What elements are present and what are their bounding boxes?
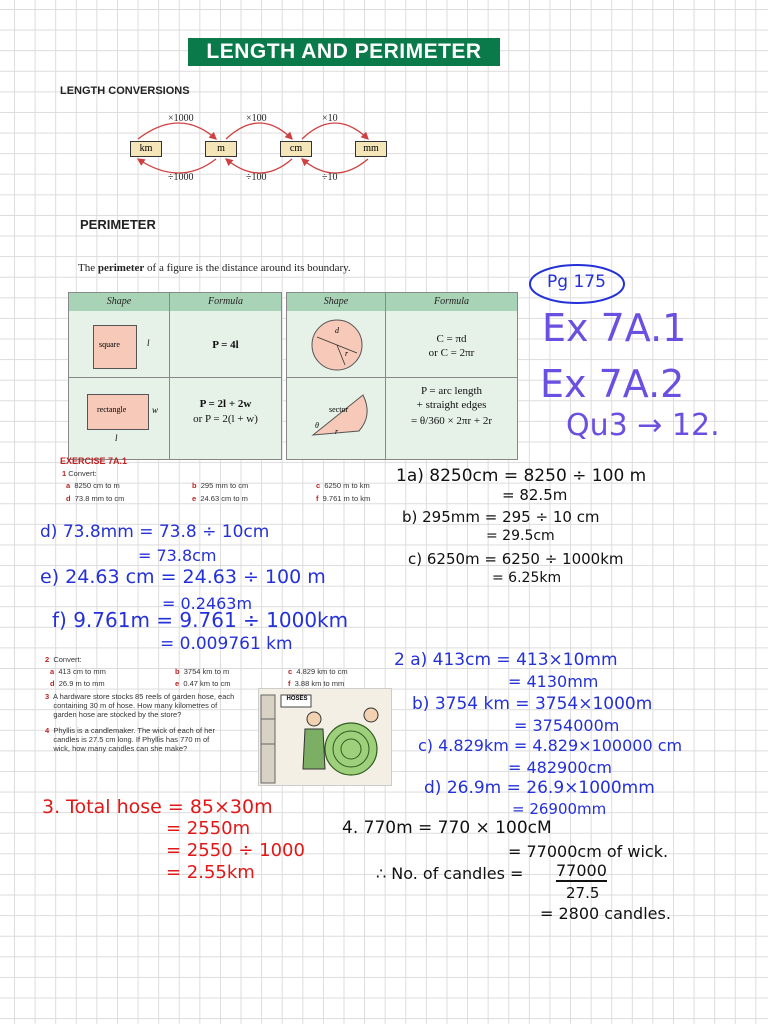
q1-number: 1 Convert:: [62, 469, 97, 478]
q1-item-c: c 6250 m to km: [316, 481, 370, 490]
circle-d: d: [335, 326, 339, 335]
perimeter-heading: PERIMETER: [80, 217, 156, 232]
answer-1c: c) 6250m = 6250 ÷ 1000km: [408, 550, 624, 568]
sector-formula-1: P = arc length: [420, 385, 483, 397]
answer-4-result: = 2800 candles.: [540, 904, 671, 923]
answer-1b: b) 295mm = 295 ÷ 10 cm: [402, 508, 600, 526]
answer-2a: 2 a) 413cm = 413×10mm: [394, 650, 618, 670]
answer-2d-result: = 26900mm: [512, 800, 607, 818]
answer-1e: e) 24.63 cm = 24.63 ÷ 100 m: [40, 566, 326, 588]
rectangle-formula-2: or P = 2(l + w): [193, 413, 258, 425]
square-side: l: [147, 338, 150, 348]
header-shape: Shape: [69, 293, 170, 311]
exercise-heading: EXERCISE 7A.1: [60, 456, 128, 466]
q2-item-b: b 3754 km to m: [175, 667, 230, 676]
answer-1a-result: = 82.5m: [502, 486, 568, 504]
rectangle-formula-1: P = 2l + 2w: [199, 398, 252, 410]
rectangle-w: w: [152, 405, 159, 415]
divide-10: ÷10: [322, 172, 338, 183]
perimeter-table-left: [68, 292, 282, 460]
definition-pre: The: [78, 262, 98, 274]
answer-3-step-1: = 2550m: [166, 818, 251, 839]
unit-mm: mm: [355, 141, 387, 157]
rectangle-label: rectangle: [97, 405, 127, 414]
answer-1d-result: = 73.8cm: [138, 546, 217, 565]
perimeter-table-right: [286, 292, 518, 460]
answer-3: 3. Total hose = 85×30m: [42, 796, 273, 818]
q2-item-d: d 26.9 m to mm: [50, 679, 105, 688]
answer-2c: c) 4.829km = 4.829×100000 cm: [418, 736, 683, 755]
answer-4-numerator: 77000: [556, 861, 607, 880]
sector-formula-3: = θ/360 × 2πr + 2r: [410, 415, 493, 427]
q1-item-e: e 24.63 cm to m: [192, 494, 248, 503]
page-ref: Pg 175: [547, 272, 606, 292]
answer-1c-result: = 6.25km: [492, 570, 562, 586]
arrow-cm-mm: [302, 123, 368, 139]
answer-1a: 1a) 8250cm = 8250 ÷ 100 m: [396, 466, 647, 486]
rectangle-l: l: [115, 433, 118, 443]
answer-1f: f) 9.761m = 9.761 ÷ 1000km: [52, 608, 349, 632]
unit-cm: cm: [280, 141, 312, 157]
answer-3-step-3: = 2.55km: [166, 862, 255, 883]
exercise-7a1-note: Ex 7A.1: [542, 306, 687, 350]
circle-r: r: [345, 349, 349, 358]
hose-cartoon: [258, 688, 392, 786]
q1-item-a: a 8250 cm to m: [66, 481, 120, 490]
definition-post: of a figure is the distance around its boundary.: [144, 262, 351, 274]
divide-100: ÷100: [246, 172, 267, 183]
sector-theta: θ: [315, 421, 319, 430]
answer-1d: d) 73.8mm = 73.8 ÷ 10cm: [40, 522, 270, 542]
multiply-100: ×100: [246, 113, 267, 124]
header-shape-2: Shape: [287, 293, 386, 311]
arrow-km-m: [138, 123, 216, 139]
q2-item-a: a 413 cm to mm: [50, 667, 106, 676]
arrow-m-km: [138, 159, 216, 173]
answer-2c-result: = 482900cm: [508, 758, 612, 777]
q1-item-f: f 9.761 m to km: [316, 494, 371, 503]
length-conversions-heading: LENGTH CONVERSIONS: [60, 85, 190, 97]
page-title: LENGTH AND PERIMETER: [188, 38, 500, 66]
divide-1000: ÷1000: [168, 172, 194, 183]
sector-r: r: [335, 427, 339, 436]
q2-number: 2 Convert:: [45, 655, 82, 664]
q3-text: 3 A hardware store stocks 85 reels of garden hose, each containing 30 m of hose. How many kilometres of garden hose are stocked by the store?: [45, 692, 235, 719]
circle-formula-2: or C = 2πr: [428, 347, 475, 359]
answer-4-step-2: ∴ No. of candles =: [376, 864, 524, 883]
definition-bold: perimeter: [97, 262, 145, 274]
sector-label: sector: [329, 405, 349, 414]
answer-1b-result: = 29.5cm: [486, 528, 555, 544]
q1-item-b: b 295 mm to cm: [192, 481, 249, 490]
unit-km: km: [130, 141, 162, 157]
answer-1f-result: = 0.009761 km: [160, 634, 293, 654]
answer-2b-result: = 3754000m: [514, 716, 620, 735]
multiply-1000: ×1000: [168, 113, 194, 124]
q2-item-c: c 4.829 km to cm: [288, 667, 348, 676]
answer-4-step-1: = 77000cm of wick.: [508, 842, 669, 861]
arrow-m-cm: [226, 123, 292, 139]
square-label: square: [99, 340, 120, 349]
circle-formula-1: C = πd: [436, 333, 467, 345]
arrow-mm-cm: [302, 159, 368, 173]
answer-3-step-2: = 2550 ÷ 1000: [166, 840, 305, 861]
exercise-7a2-note: Ex 7A.2: [540, 362, 685, 406]
unit-m: m: [205, 141, 237, 157]
arrow-cm-m: [226, 159, 292, 173]
q1-item-d: d 73.8 mm to cm: [66, 494, 125, 503]
q4-text: 4 Phyllis is a candlemaker. The wick of each of her candles is 27.5 cm long. If Phyllis has 770 m of wick, how many candles can she make?: [45, 726, 215, 753]
hose-cartoon-drawing: [259, 689, 391, 785]
multiply-10: ×10: [322, 113, 338, 124]
answer-1e-result: = 0.2463m: [162, 594, 253, 613]
answer-4-denominator: 27.5: [566, 884, 600, 902]
square-formula: P = 4l: [212, 339, 239, 351]
hoses-sign: HOSES: [286, 696, 308, 702]
answer-2d: d) 26.9m = 26.9×1000mm: [424, 778, 655, 798]
q2-item-f: f 3.88 km to mm: [288, 679, 345, 688]
questions-note: Qu3 → 12.: [566, 408, 720, 443]
perimeter-definition: [78, 262, 351, 274]
sector-shape: [301, 385, 381, 455]
sector-formula-2: + straight edges: [416, 399, 487, 411]
answer-2b: b) 3754 km = 3754×1000m: [412, 694, 653, 714]
answer-4: 4. 770m = 770 × 100cM: [342, 818, 552, 838]
header-formula-2: Formula: [386, 293, 517, 311]
q2-item-e: e 0.47 km to cm: [175, 679, 231, 688]
answer-2a-result: = 4130mm: [508, 672, 599, 691]
header-formula: Formula: [170, 293, 281, 311]
